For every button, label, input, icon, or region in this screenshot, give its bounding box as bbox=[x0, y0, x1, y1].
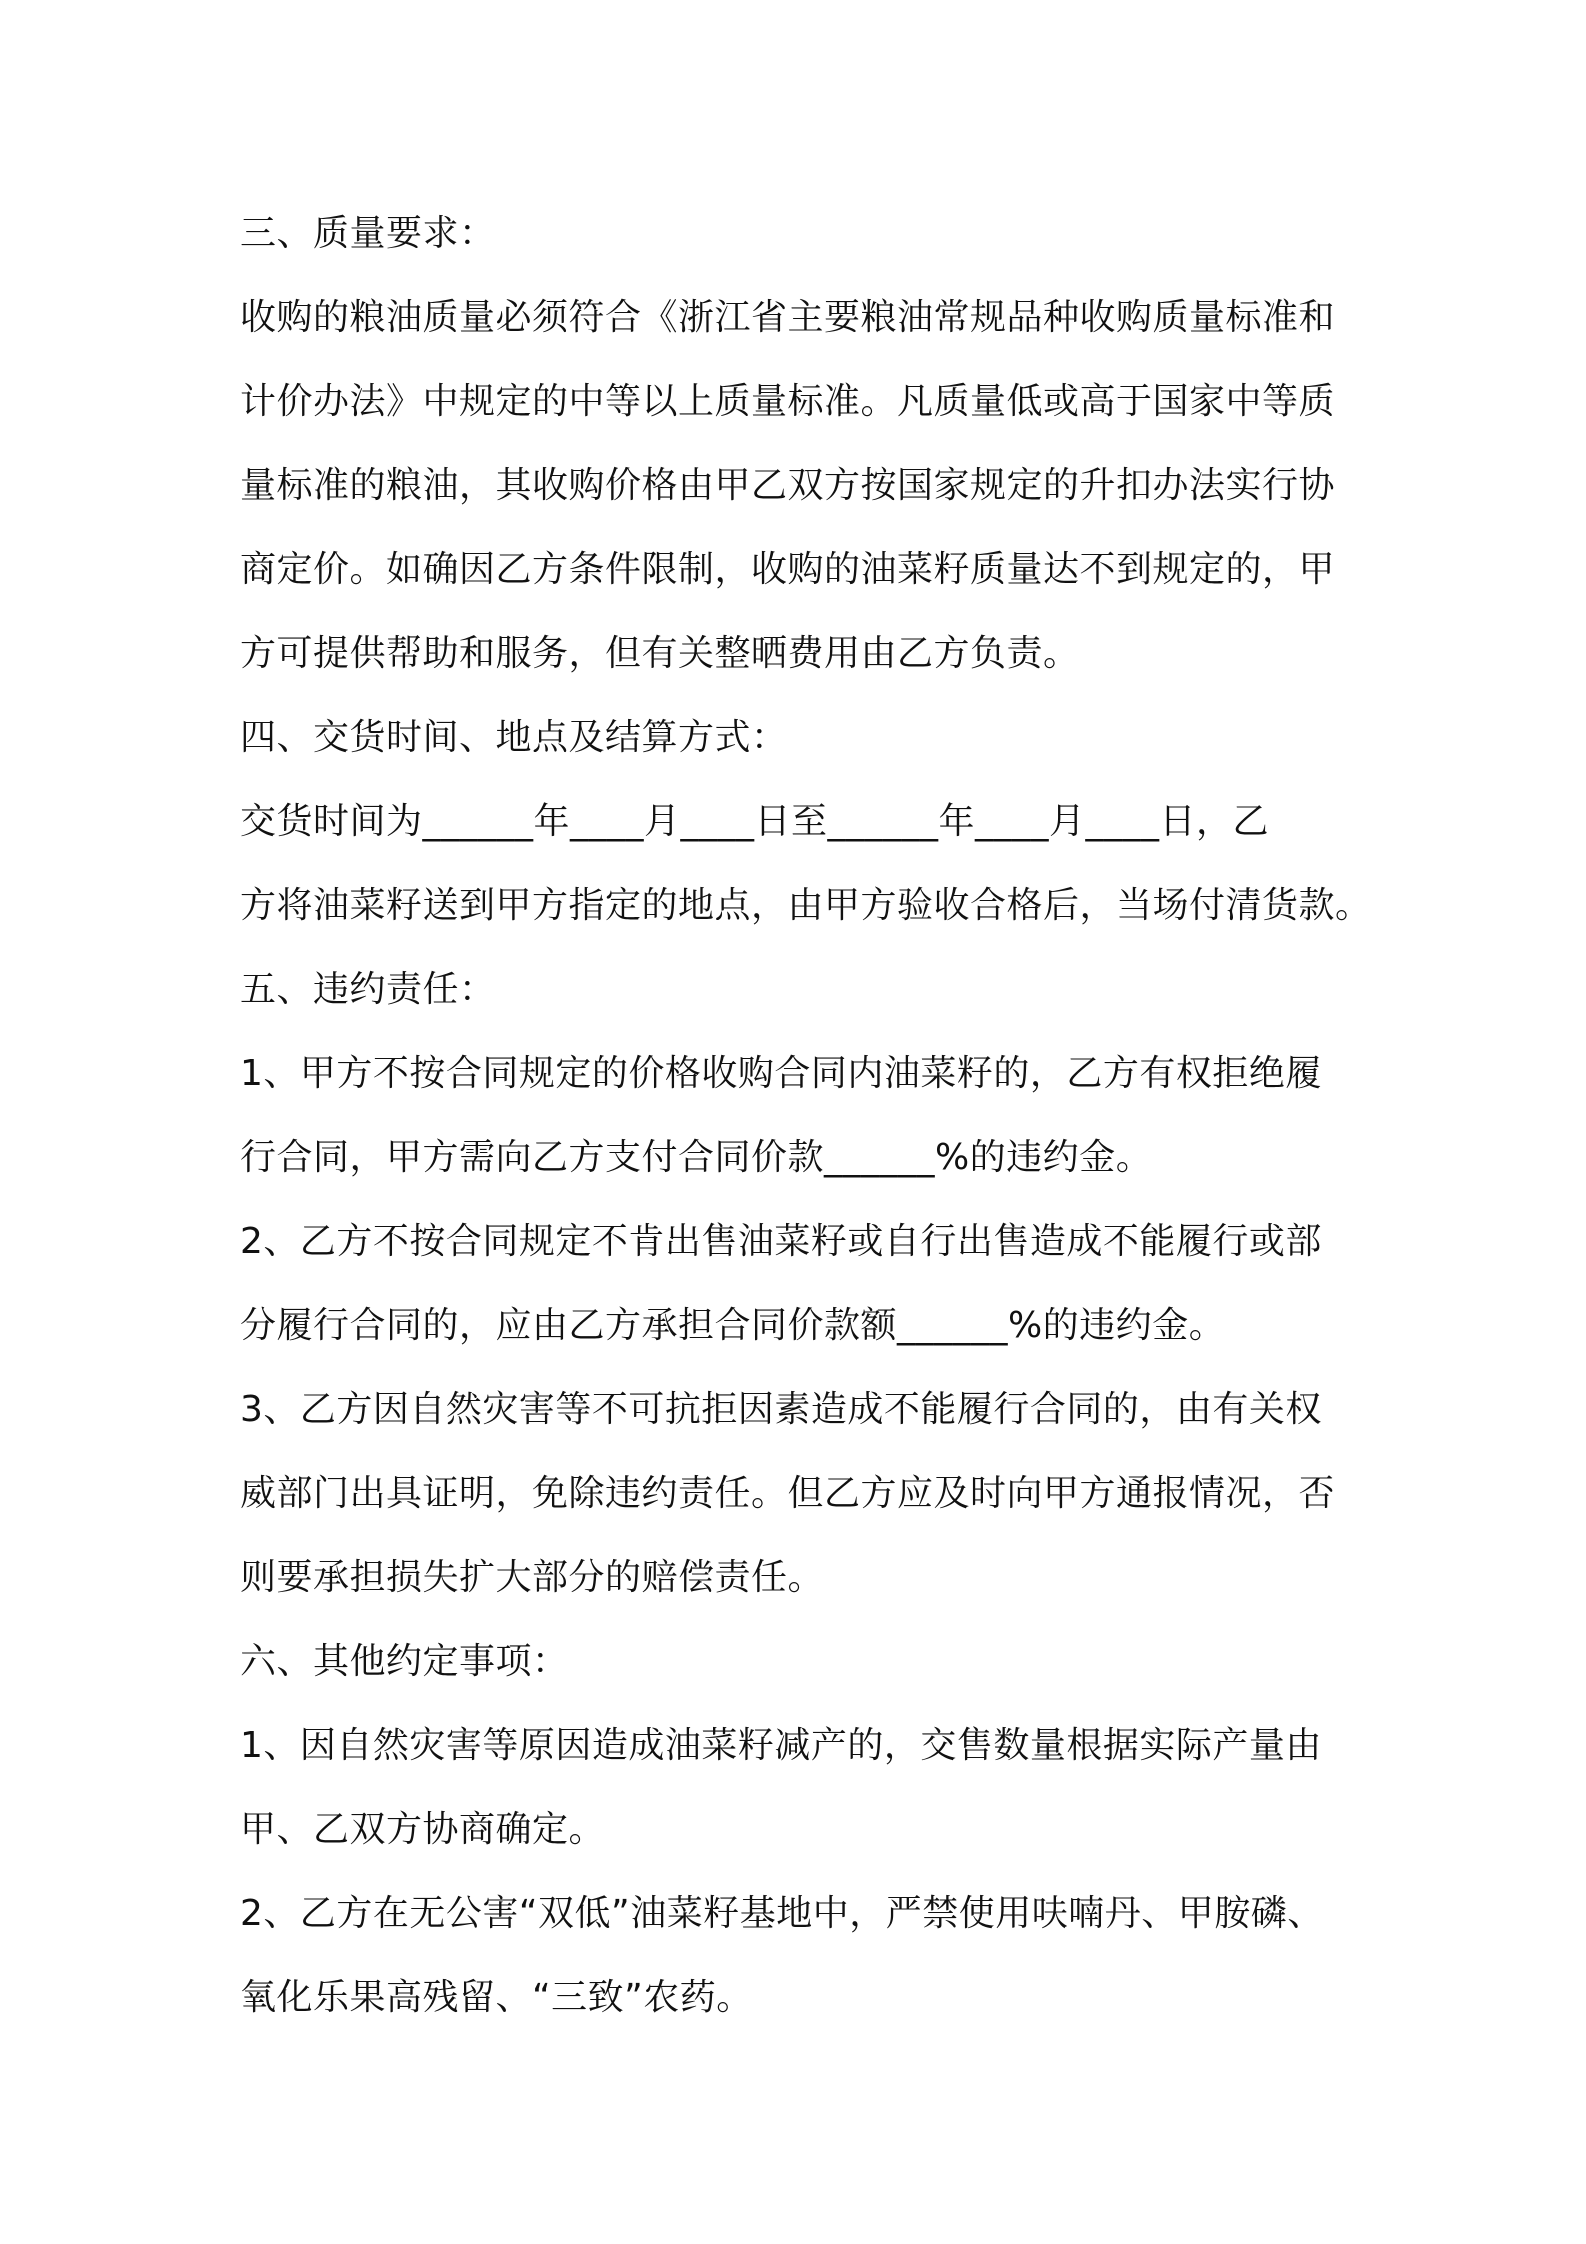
document-body bbox=[240, 192, 1372, 2040]
section-heading-delivery: 四、交货时间、地点及结算方式： bbox=[240, 717, 788, 758]
section-heading-quality: 三、质量要求： bbox=[240, 213, 496, 254]
paragraph-line: 交货时间为______年____月____日至______年____月____日，乙 bbox=[240, 801, 1270, 842]
paragraph-line: 商定价。如确因乙方条件限制，收购的油菜籽质量达不到规定的，甲 bbox=[240, 549, 1336, 590]
paragraph-line: 1、甲方不按合同规定的价格收购合同内油菜籽的，乙方有权拒绝履 bbox=[240, 1053, 1322, 1094]
paragraph-line: 威部门出具证明，免除违约责任。但乙方应及时向甲方通报情况，否 bbox=[240, 1473, 1336, 1514]
paragraph-line: 计价办法》中规定的中等以上质量标准。凡质量低或高于国家中等质 bbox=[240, 381, 1336, 422]
paragraph-line: 氧化乐果高残留、“三致”农药。 bbox=[240, 1977, 753, 2018]
paragraph-line: 收购的粮油质量必须符合《浙江省主要粮油常规品种收购质量标准和 bbox=[240, 297, 1336, 338]
paragraph-line: 方将油菜籽送到甲方指定的地点，由甲方验收合格后，当场付清货款。 bbox=[240, 885, 1372, 926]
paragraph-line: 方可提供帮助和服务，但有关整晒费用由乙方负责。 bbox=[240, 633, 1080, 674]
paragraph-line: 行合同，甲方需向乙方支付合同价款______%的违约金。 bbox=[240, 1137, 1153, 1178]
section-heading-other: 六、其他约定事项： bbox=[240, 1641, 569, 1682]
paragraph-line: 1、因自然灾害等原因造成油菜籽减产的，交售数量根据实际产量由 bbox=[240, 1725, 1322, 1766]
paragraph-line: 量标准的粮油，其收购价格由甲乙双方按国家规定的升扣办法实行协 bbox=[240, 465, 1336, 506]
section-heading-liability: 五、违约责任： bbox=[240, 969, 496, 1010]
paragraph-line: 2、乙方不按合同规定不肯出售油菜籽或自行出售造成不能履行或部 bbox=[240, 1221, 1322, 1262]
paragraph-line: 则要承担损失扩大部分的赔偿责任。 bbox=[240, 1557, 825, 1598]
paragraph-line: 3、乙方因自然灾害等不可抗拒因素造成不能履行合同的，由有关权 bbox=[240, 1389, 1322, 1430]
paragraph-line: 甲、乙双方协商确定。 bbox=[240, 1809, 606, 1850]
paragraph-line: 分履行合同的，应由乙方承担合同价款额______%的违约金。 bbox=[240, 1305, 1226, 1346]
paragraph-line: 2、乙方在无公害“双低”油菜籽基地中，严禁使用呋喃丹、甲胺磷、 bbox=[240, 1893, 1324, 1934]
